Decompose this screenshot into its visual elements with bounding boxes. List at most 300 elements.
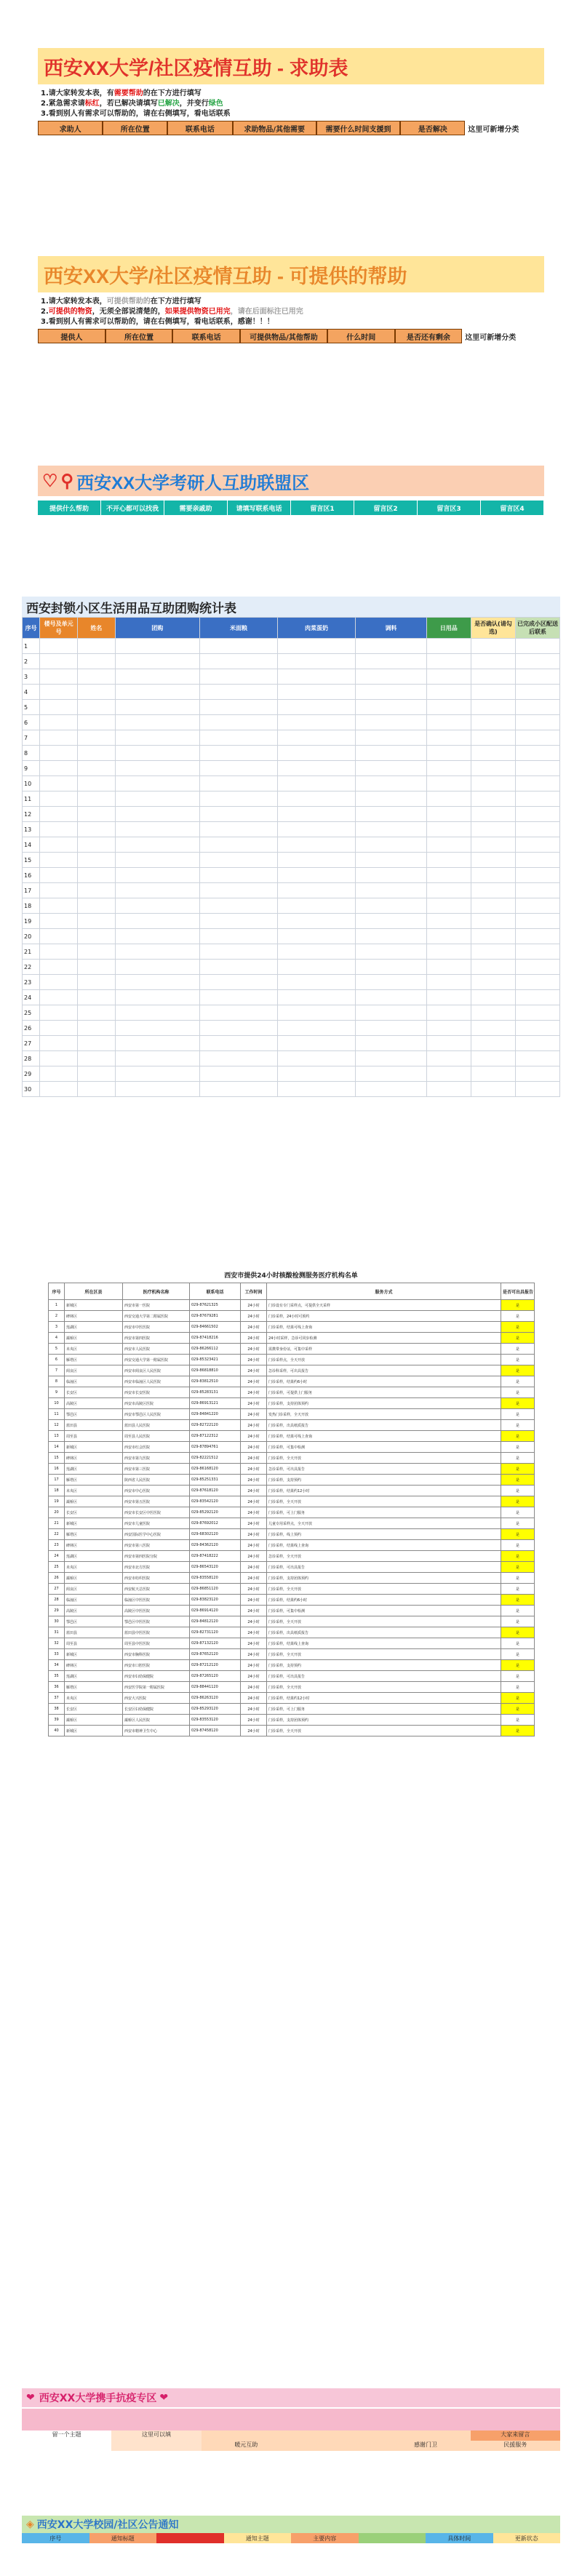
kangyi-cell-b6[interactable]: 民援服务 — [471, 2441, 560, 2451]
table-cell[interactable] — [115, 730, 199, 746]
table-cell[interactable] — [77, 837, 115, 853]
table-cell[interactable] — [115, 929, 199, 944]
kangyi-cell-b1[interactable] — [22, 2441, 111, 2451]
table-cell[interactable] — [277, 807, 355, 822]
table-cell[interactable] — [40, 929, 78, 944]
table-cell[interactable] — [471, 868, 515, 883]
table-cell[interactable] — [115, 639, 199, 654]
table-cell[interactable] — [471, 685, 515, 700]
table-cell[interactable] — [277, 654, 355, 669]
table-cell[interactable] — [115, 960, 199, 975]
col-provider[interactable]: 提供人 — [38, 329, 105, 343]
table-cell[interactable] — [426, 883, 471, 898]
table-cell[interactable] — [115, 1036, 199, 1051]
table-cell[interactable] — [516, 944, 560, 960]
table-cell[interactable] — [77, 669, 115, 685]
table-cell[interactable] — [426, 1021, 471, 1036]
kaoyan-col-3[interactable]: 需要亲戚助 — [164, 501, 228, 515]
table-cell[interactable] — [40, 960, 78, 975]
table-cell[interactable] — [115, 1066, 199, 1082]
table-cell[interactable] — [277, 791, 355, 807]
table-cell[interactable] — [356, 914, 427, 929]
table-cell[interactable] — [426, 1036, 471, 1051]
table-cell[interactable] — [471, 761, 515, 776]
table-cell[interactable] — [40, 776, 78, 791]
table-cell[interactable] — [516, 929, 560, 944]
table-cell[interactable] — [199, 715, 277, 730]
table-cell[interactable] — [426, 1066, 471, 1082]
table-cell[interactable] — [40, 975, 78, 990]
table-cell[interactable] — [199, 898, 277, 914]
table-cell[interactable] — [277, 914, 355, 929]
table-cell[interactable] — [40, 639, 78, 654]
table-cell[interactable] — [277, 669, 355, 685]
col-location[interactable]: 所在位置 — [103, 121, 167, 135]
table-cell[interactable] — [426, 822, 471, 837]
table-cell[interactable] — [356, 669, 427, 685]
kaoyan-col-2[interactable]: 不开心都可以找我 — [101, 501, 164, 515]
table-cell[interactable] — [471, 944, 515, 960]
table-cell[interactable] — [426, 990, 471, 1005]
table-cell[interactable] — [40, 730, 78, 746]
table-cell[interactable] — [115, 685, 199, 700]
table-cell[interactable] — [516, 1036, 560, 1051]
table-cell[interactable] — [199, 1082, 277, 1097]
table-cell[interactable] — [199, 700, 277, 715]
table-cell[interactable] — [277, 685, 355, 700]
table-cell[interactable] — [426, 960, 471, 975]
table-cell[interactable] — [199, 975, 277, 990]
table-cell[interactable] — [426, 761, 471, 776]
table-cell[interactable] — [516, 898, 560, 914]
table-cell[interactable] — [77, 883, 115, 898]
table-cell[interactable] — [277, 761, 355, 776]
table-cell[interactable] — [426, 791, 471, 807]
table-cell[interactable] — [356, 700, 427, 715]
table-cell[interactable] — [516, 715, 560, 730]
table-cell[interactable] — [356, 654, 427, 669]
table-cell[interactable] — [516, 639, 560, 654]
table-cell[interactable] — [115, 914, 199, 929]
notice-col-4[interactable]: 通知主题 — [224, 2533, 292, 2543]
table-cell[interactable] — [199, 776, 277, 791]
table-cell[interactable] — [471, 822, 515, 837]
table-cell[interactable] — [516, 791, 560, 807]
kangyi-cell-a4[interactable] — [291, 2431, 380, 2441]
table-cell[interactable] — [199, 837, 277, 853]
table-cell[interactable] — [199, 883, 277, 898]
table-cell[interactable] — [426, 654, 471, 669]
table-cell[interactable] — [77, 791, 115, 807]
table-cell[interactable] — [471, 639, 515, 654]
table-cell[interactable] — [516, 1005, 560, 1021]
table-cell[interactable] — [426, 898, 471, 914]
table-cell[interactable] — [356, 1036, 427, 1051]
table-cell[interactable] — [277, 1066, 355, 1082]
table-cell[interactable] — [40, 791, 78, 807]
table-cell[interactable] — [516, 669, 560, 685]
table-cell[interactable] — [516, 807, 560, 822]
table-cell[interactable] — [199, 685, 277, 700]
table-cell[interactable] — [277, 700, 355, 715]
table-cell[interactable] — [115, 853, 199, 868]
table-cell[interactable] — [516, 960, 560, 975]
table-cell[interactable] — [199, 791, 277, 807]
table-cell[interactable] — [471, 975, 515, 990]
table-cell[interactable] — [199, 761, 277, 776]
table-cell[interactable] — [199, 822, 277, 837]
table-cell[interactable] — [277, 639, 355, 654]
col-time[interactable]: 需要什么时间支援到 — [316, 121, 400, 135]
table-cell[interactable] — [356, 715, 427, 730]
table-cell[interactable] — [199, 929, 277, 944]
table-cell[interactable] — [471, 1021, 515, 1036]
table-cell[interactable] — [115, 1082, 199, 1097]
table-cell[interactable] — [471, 1005, 515, 1021]
kangyi-cell-a6[interactable]: 大家来留言 — [471, 2431, 560, 2441]
table-cell[interactable] — [199, 853, 277, 868]
col-offer-time[interactable]: 什么时间 — [327, 329, 395, 343]
table-cell[interactable] — [40, 746, 78, 761]
table-cell[interactable] — [426, 929, 471, 944]
table-cell[interactable] — [115, 791, 199, 807]
table-cell[interactable] — [356, 1021, 427, 1036]
table-cell[interactable] — [115, 715, 199, 730]
table-cell[interactable] — [115, 822, 199, 837]
table-cell[interactable] — [77, 868, 115, 883]
table-cell[interactable] — [40, 868, 78, 883]
table-cell[interactable] — [356, 1005, 427, 1021]
table-cell[interactable] — [40, 990, 78, 1005]
table-cell[interactable] — [77, 715, 115, 730]
table-cell[interactable] — [115, 1051, 199, 1066]
table-cell[interactable] — [471, 654, 515, 669]
table-cell[interactable] — [40, 837, 78, 853]
table-cell[interactable] — [471, 837, 515, 853]
table-cell[interactable] — [277, 1051, 355, 1066]
table-cell[interactable] — [277, 1021, 355, 1036]
table-cell[interactable] — [426, 868, 471, 883]
table-cell[interactable] — [471, 1066, 515, 1082]
table-cell[interactable] — [115, 883, 199, 898]
table-cell[interactable] — [199, 669, 277, 685]
table-cell[interactable] — [40, 685, 78, 700]
table-cell[interactable] — [277, 929, 355, 944]
table-cell[interactable] — [356, 929, 427, 944]
table-cell[interactable] — [115, 669, 199, 685]
table-cell[interactable] — [277, 868, 355, 883]
kaoyan-col-7[interactable]: 留言区3 — [418, 501, 481, 515]
table-cell[interactable] — [471, 715, 515, 730]
table-cell[interactable] — [471, 960, 515, 975]
table-cell[interactable] — [115, 975, 199, 990]
table-cell[interactable] — [356, 960, 427, 975]
table-cell[interactable] — [356, 730, 427, 746]
table-cell[interactable] — [40, 853, 78, 868]
table-cell[interactable] — [356, 639, 427, 654]
kaoyan-col-6[interactable]: 留言区2 — [354, 501, 418, 515]
table-cell[interactable] — [277, 837, 355, 853]
table-cell[interactable] — [516, 685, 560, 700]
table-cell[interactable] — [516, 837, 560, 853]
table-cell[interactable] — [356, 868, 427, 883]
table-cell[interactable] — [356, 837, 427, 853]
table-cell[interactable] — [40, 654, 78, 669]
col-phone[interactable]: 联系电话 — [167, 121, 232, 135]
table-cell[interactable] — [356, 944, 427, 960]
table-cell[interactable] — [471, 746, 515, 761]
table-cell[interactable] — [77, 990, 115, 1005]
table-cell[interactable] — [516, 990, 560, 1005]
table-cell[interactable] — [115, 837, 199, 853]
table-cell[interactable] — [516, 914, 560, 929]
table-cell[interactable] — [516, 853, 560, 868]
table-cell[interactable] — [516, 975, 560, 990]
table-cell[interactable] — [356, 791, 427, 807]
notice-col-7[interactable]: 具体时间 — [426, 2533, 493, 2543]
table-cell[interactable] — [277, 960, 355, 975]
table-cell[interactable] — [471, 990, 515, 1005]
table-cell[interactable] — [356, 746, 427, 761]
table-cell[interactable] — [77, 914, 115, 929]
table-cell[interactable] — [77, 730, 115, 746]
table-cell[interactable] — [426, 853, 471, 868]
table-cell[interactable] — [516, 654, 560, 669]
table-cell[interactable] — [426, 837, 471, 853]
table-cell[interactable] — [115, 807, 199, 822]
kaoyan-col-5[interactable]: 留言区1 — [291, 501, 354, 515]
table-cell[interactable] — [199, 730, 277, 746]
table-cell[interactable] — [277, 822, 355, 837]
table-cell[interactable] — [40, 1021, 78, 1036]
table-cell[interactable] — [516, 1051, 560, 1066]
table-cell[interactable] — [471, 807, 515, 822]
table-cell[interactable] — [471, 1051, 515, 1066]
col-remaining[interactable]: 是否还有剩余 — [395, 329, 463, 343]
table-cell[interactable] — [77, 639, 115, 654]
table-cell[interactable] — [199, 746, 277, 761]
col-resolved[interactable]: 是否解决 — [400, 121, 465, 135]
table-cell[interactable] — [356, 853, 427, 868]
table-cell[interactable] — [277, 1005, 355, 1021]
table-cell[interactable] — [277, 1036, 355, 1051]
table-cell[interactable] — [77, 776, 115, 791]
col-requester[interactable]: 求助人 — [38, 121, 103, 135]
kangyi-cell-b3[interactable]: 暖元互助 — [202, 2441, 291, 2451]
table-cell[interactable] — [115, 746, 199, 761]
table-cell[interactable] — [471, 700, 515, 715]
table-cell[interactable] — [426, 639, 471, 654]
table-cell[interactable] — [516, 761, 560, 776]
table-cell[interactable] — [40, 822, 78, 837]
table-cell[interactable] — [356, 975, 427, 990]
table-cell[interactable] — [277, 883, 355, 898]
table-cell[interactable] — [77, 929, 115, 944]
table-cell[interactable] — [115, 700, 199, 715]
table-cell[interactable] — [40, 1036, 78, 1051]
table-cell[interactable] — [426, 1005, 471, 1021]
table-cell[interactable] — [115, 761, 199, 776]
table-cell[interactable] — [356, 822, 427, 837]
table-cell[interactable] — [471, 1036, 515, 1051]
table-cell[interactable] — [471, 730, 515, 746]
table-cell[interactable] — [77, 853, 115, 868]
table-cell[interactable] — [115, 776, 199, 791]
table-cell[interactable] — [77, 654, 115, 669]
table-cell[interactable] — [115, 1021, 199, 1036]
table-cell[interactable] — [516, 746, 560, 761]
table-cell[interactable] — [471, 883, 515, 898]
table-cell[interactable] — [115, 654, 199, 669]
col-offer-items[interactable]: 可提供物品/其他帮助 — [240, 329, 327, 343]
table-cell[interactable] — [277, 944, 355, 960]
table-cell[interactable] — [516, 776, 560, 791]
notice-col-6[interactable] — [359, 2533, 426, 2543]
table-cell[interactable] — [40, 1066, 78, 1082]
table-cell[interactable] — [471, 914, 515, 929]
table-cell[interactable] — [356, 990, 427, 1005]
table-cell[interactable] — [277, 715, 355, 730]
table-cell[interactable] — [40, 883, 78, 898]
table-cell[interactable] — [426, 746, 471, 761]
table-cell[interactable] — [277, 730, 355, 746]
table-cell[interactable] — [199, 807, 277, 822]
table-cell[interactable] — [277, 975, 355, 990]
table-cell[interactable] — [471, 898, 515, 914]
table-cell[interactable] — [277, 853, 355, 868]
table-cell[interactable] — [516, 883, 560, 898]
table-cell[interactable] — [77, 1051, 115, 1066]
table-cell[interactable] — [40, 914, 78, 929]
table-cell[interactable] — [426, 730, 471, 746]
table-cell[interactable] — [471, 669, 515, 685]
table-cell[interactable] — [356, 883, 427, 898]
table-cell[interactable] — [471, 929, 515, 944]
table-cell[interactable] — [77, 700, 115, 715]
table-cell[interactable] — [426, 914, 471, 929]
table-cell[interactable] — [356, 1066, 427, 1082]
table-cell[interactable] — [356, 1051, 427, 1066]
table-cell[interactable] — [77, 1066, 115, 1082]
table-cell[interactable] — [277, 898, 355, 914]
table-cell[interactable] — [77, 898, 115, 914]
table-cell[interactable] — [40, 700, 78, 715]
table-cell[interactable] — [77, 761, 115, 776]
table-cell[interactable] — [115, 898, 199, 914]
notice-col-3[interactable] — [156, 2533, 224, 2543]
table-cell[interactable] — [77, 1036, 115, 1051]
table-cell[interactable] — [77, 822, 115, 837]
table-cell[interactable] — [516, 868, 560, 883]
table-cell[interactable] — [471, 853, 515, 868]
kangyi-cell-b4[interactable] — [291, 2441, 380, 2451]
table-cell[interactable] — [115, 990, 199, 1005]
col-items[interactable]: 求助物品/其他需要 — [233, 121, 316, 135]
table-cell[interactable] — [199, 960, 277, 975]
table-cell[interactable] — [40, 944, 78, 960]
table-cell[interactable] — [199, 914, 277, 929]
table-cell[interactable] — [40, 1005, 78, 1021]
table-cell[interactable] — [199, 990, 277, 1005]
table-cell[interactable] — [516, 822, 560, 837]
table-cell[interactable] — [277, 746, 355, 761]
table-cell[interactable] — [426, 1082, 471, 1097]
table-cell[interactable] — [516, 700, 560, 715]
table-cell[interactable] — [426, 776, 471, 791]
table-cell[interactable] — [277, 776, 355, 791]
kaoyan-col-1[interactable]: 提供什么帮助 — [38, 501, 101, 515]
table-cell[interactable] — [356, 776, 427, 791]
table-cell[interactable] — [199, 868, 277, 883]
table-cell[interactable] — [199, 1005, 277, 1021]
table-cell[interactable] — [426, 669, 471, 685]
table-cell[interactable] — [40, 715, 78, 730]
notice-col-5[interactable]: 主要内容 — [291, 2533, 359, 2543]
table-cell[interactable] — [516, 730, 560, 746]
table-cell[interactable] — [40, 1082, 78, 1097]
table-cell[interactable] — [426, 944, 471, 960]
kaoyan-col-8[interactable]: 留言区4 — [481, 501, 544, 515]
kangyi-cell-a1[interactable]: 留一个主题 — [22, 2431, 111, 2441]
notice-col-1[interactable]: 序号 — [22, 2533, 89, 2543]
table-cell[interactable] — [199, 1066, 277, 1082]
table-cell[interactable] — [426, 715, 471, 730]
col-offer-phone[interactable]: 联系电话 — [172, 329, 240, 343]
table-cell[interactable] — [426, 807, 471, 822]
table-cell[interactable] — [199, 1036, 277, 1051]
table-cell[interactable] — [40, 807, 78, 822]
table-cell[interactable] — [516, 1021, 560, 1036]
table-cell[interactable] — [516, 1082, 560, 1097]
table-cell[interactable] — [115, 1005, 199, 1021]
table-cell[interactable] — [426, 1051, 471, 1066]
notice-col-2[interactable]: 通知标题 — [89, 2533, 157, 2543]
kangyi-cell-a2[interactable]: 这里可以填 — [111, 2431, 201, 2441]
table-cell[interactable] — [426, 700, 471, 715]
table-cell[interactable] — [40, 898, 78, 914]
table-cell[interactable] — [40, 669, 78, 685]
table-cell[interactable] — [40, 1051, 78, 1066]
kangyi-cell-b2[interactable] — [111, 2441, 201, 2451]
table-cell[interactable] — [199, 654, 277, 669]
table-cell[interactable] — [356, 1082, 427, 1097]
table-cell[interactable] — [516, 1066, 560, 1082]
table-cell[interactable] — [199, 639, 277, 654]
table-cell[interactable] — [77, 807, 115, 822]
kangyi-cell-a3[interactable] — [202, 2431, 291, 2441]
table-cell[interactable] — [471, 1082, 515, 1097]
kaoyan-col-4[interactable]: 请填写联系电话 — [228, 501, 291, 515]
table-cell[interactable] — [356, 685, 427, 700]
table-cell[interactable] — [77, 1005, 115, 1021]
table-cell[interactable] — [77, 960, 115, 975]
kangyi-cell-a5[interactable] — [380, 2431, 470, 2441]
table-cell[interactable] — [199, 1021, 277, 1036]
table-cell[interactable] — [199, 1051, 277, 1066]
table-cell[interactable] — [356, 761, 427, 776]
kangyi-cell-b5[interactable]: 感谢门卫 — [380, 2441, 470, 2451]
table-cell[interactable] — [356, 807, 427, 822]
table-cell[interactable] — [426, 975, 471, 990]
table-cell[interactable] — [77, 1021, 115, 1036]
table-cell[interactable] — [471, 791, 515, 807]
table-cell[interactable] — [77, 685, 115, 700]
table-cell[interactable] — [199, 944, 277, 960]
notice-col-8[interactable]: 更新状态 — [493, 2533, 561, 2543]
table-cell[interactable] — [277, 1082, 355, 1097]
col-offer-location[interactable]: 所在位置 — [105, 329, 173, 343]
table-cell[interactable] — [356, 898, 427, 914]
